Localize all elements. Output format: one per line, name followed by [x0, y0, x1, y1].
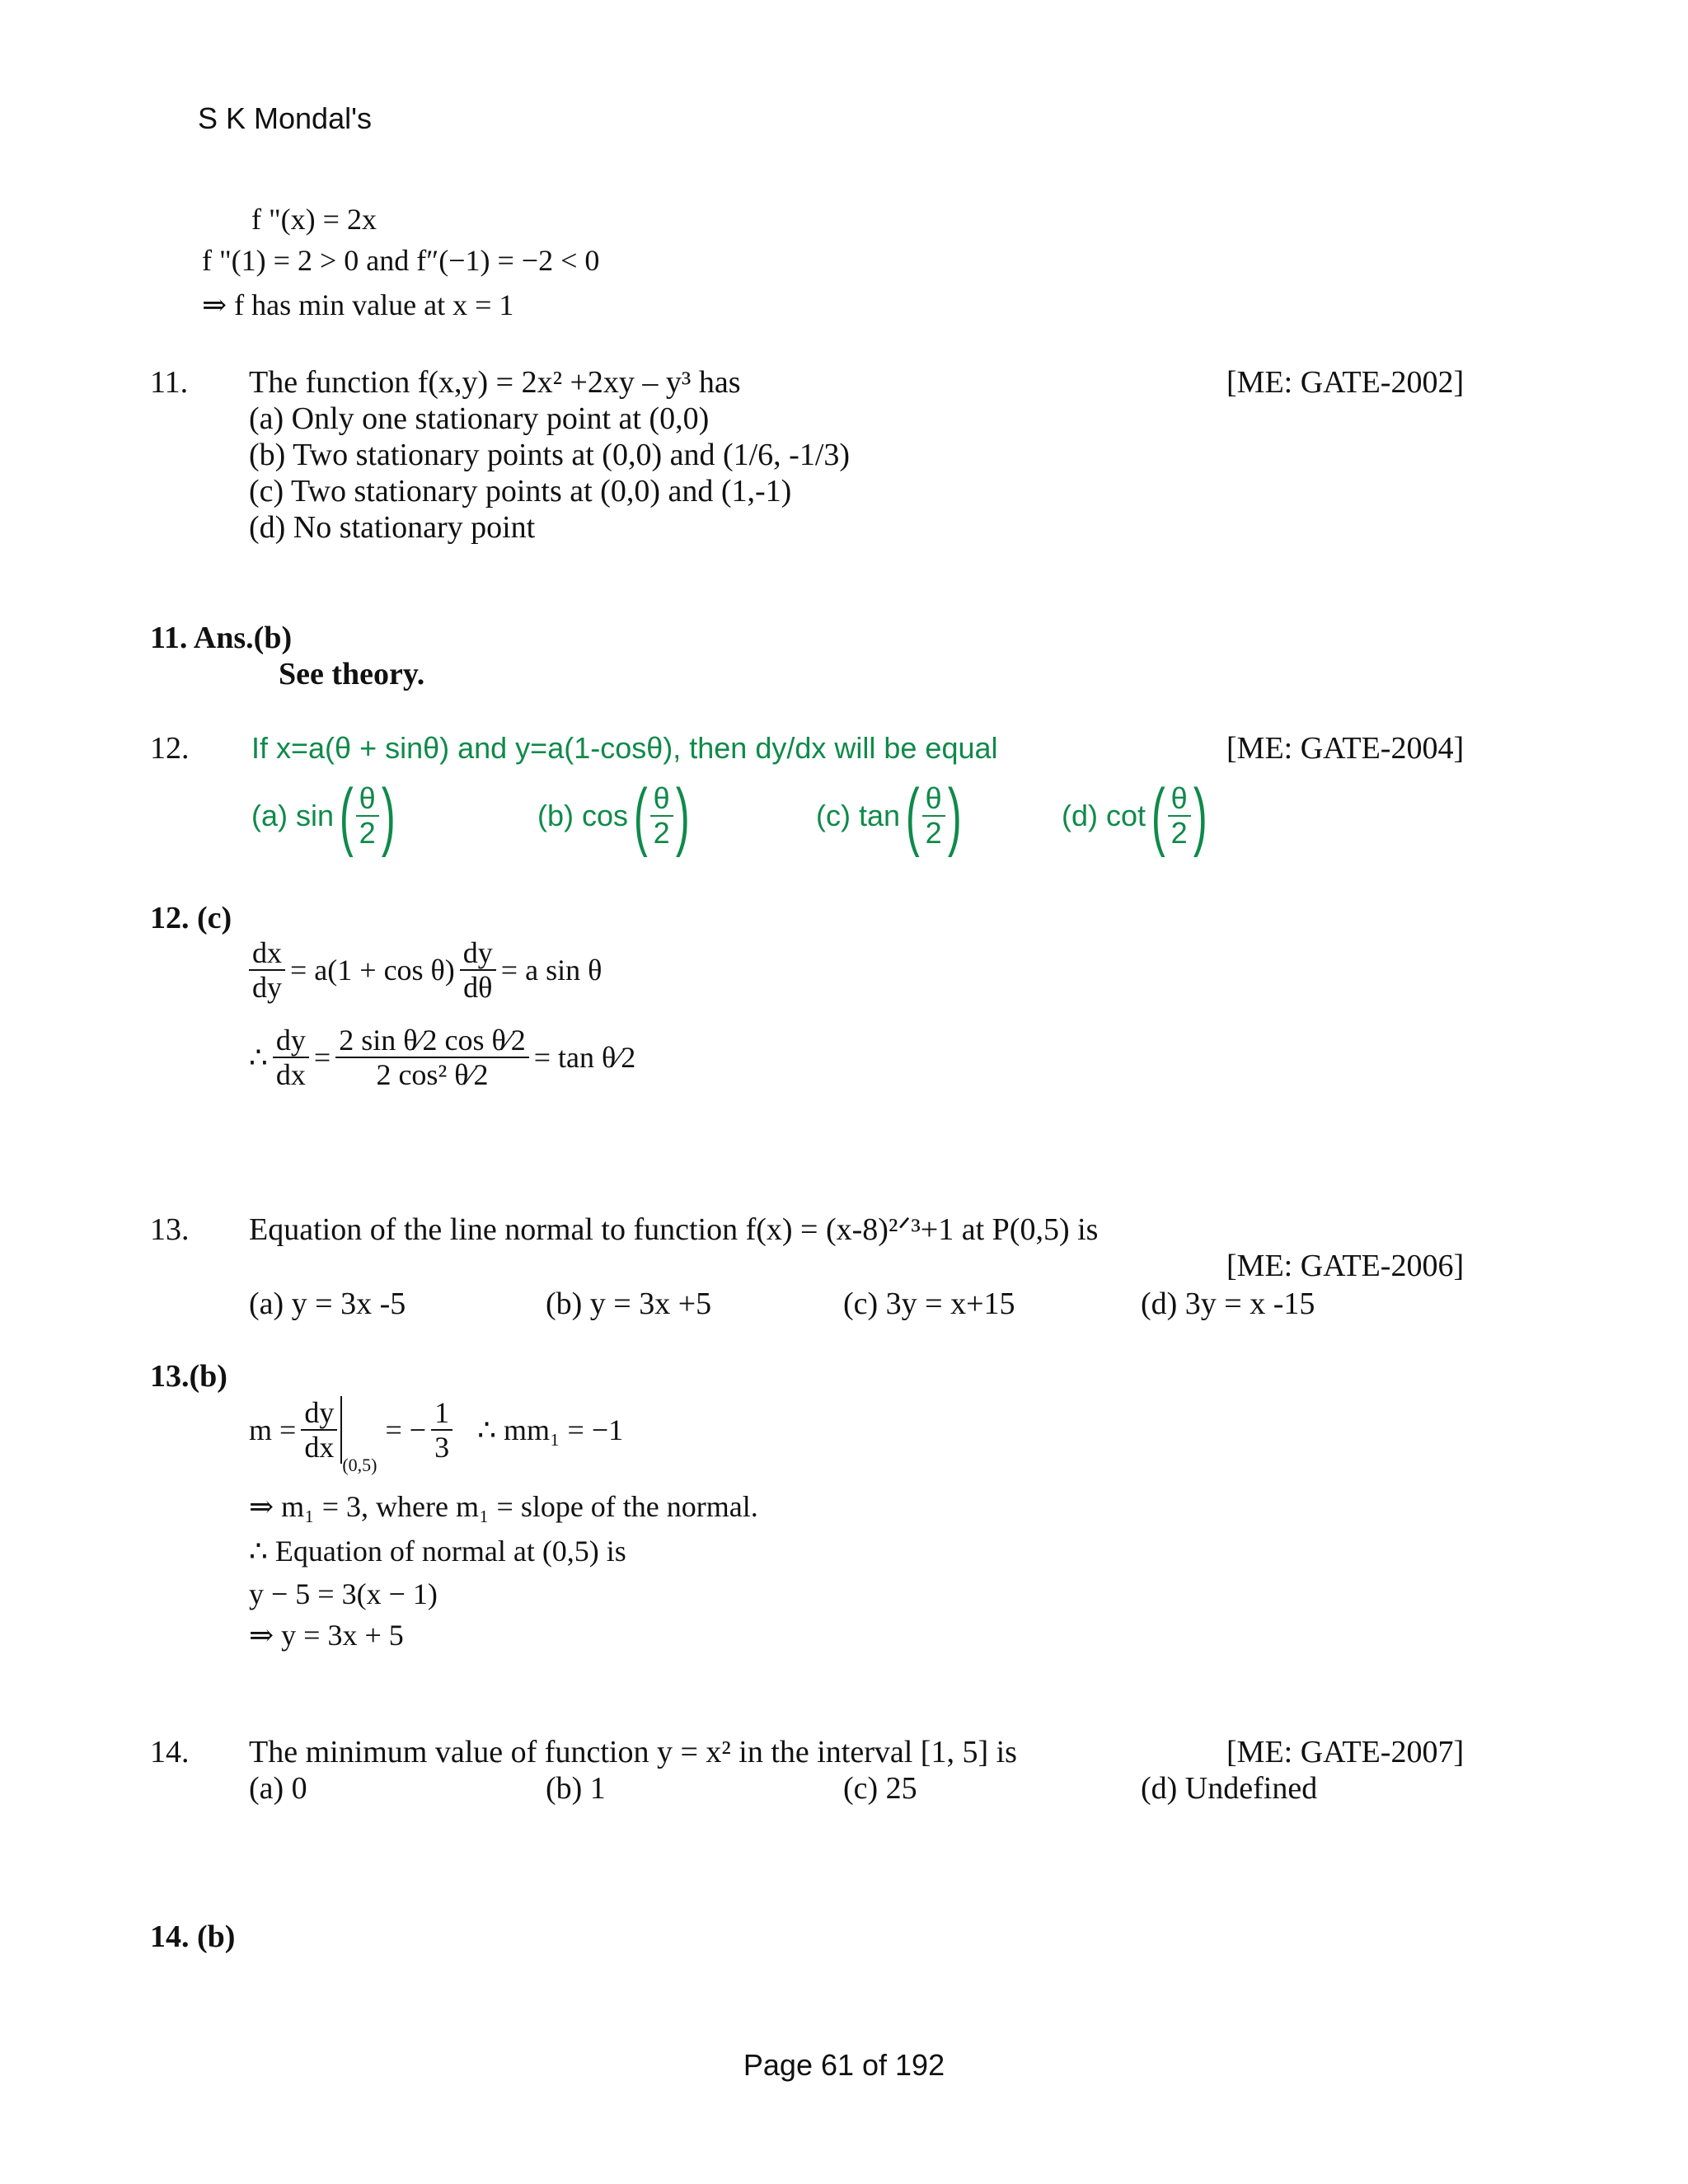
q11-explanation: See theory.	[279, 657, 425, 691]
q12-option-d: (d) cot ( $\frac{\theta}{2}$ )	[1062, 774, 1207, 858]
q13-option-c: (c) 3y = x+15	[843, 1286, 1015, 1321]
q13-sol-one: 1	[431, 1396, 452, 1431]
q12-option-c: (c) tan ( $\frac{\theta}{2}$ )	[816, 774, 962, 858]
q12-sol-dtheta: dθ	[463, 971, 493, 1004]
q13-sol-mm: ∴ mm₁ = −1	[477, 1413, 624, 1446]
q13-sol-three: 3	[434, 1431, 450, 1464]
q13-solution-line-4: y − 5 = 3(x − 1)	[249, 1577, 438, 1610]
q11-option-b: (b) Two stationary points at (0,0) and (1/6, -1/3)	[249, 438, 851, 472]
q14-option-b: (b) 1	[546, 1771, 606, 1806]
prev-solution-line-1: f "(x) = 2x	[251, 203, 377, 236]
q14-source: [ME: GATE-2007]	[1226, 1735, 1465, 1769]
q12-option-b-den: 2	[653, 816, 670, 850]
q12-sol-therefore: ∴	[249, 1041, 268, 1074]
q12-option-b-label: (b) cos	[537, 799, 629, 832]
q12-option-d-den: 2	[1170, 816, 1188, 850]
q12-sol-dy2: dy	[460, 936, 496, 971]
q12-sol-eq2-den: 2 cos² θ⁄2	[376, 1058, 489, 1091]
q13-sol-eq-neg: = −	[385, 1413, 427, 1446]
q12-sol-dy: dy	[252, 971, 282, 1004]
q12-sol-eq2-end: = tan θ⁄2	[533, 1041, 636, 1074]
q12-sol-eq1-end: = a sin θ	[500, 954, 603, 987]
q12-solution-line-1	[249, 936, 602, 1004]
q11-option-c: (c) Two stationary points at (0,0) and (1,-1)	[249, 474, 792, 509]
q12-question: If x=a(θ + sinθ) and y=a(1-cosθ), then dy/dx will be equal	[251, 731, 998, 765]
q13-option-a: (a) y = 3x -5	[249, 1286, 406, 1321]
prev-solution-line-3: ⇒ f has min value at x = 1	[202, 288, 514, 321]
q13-sol-dy: dy	[301, 1396, 337, 1431]
q13-sol-m: m =	[249, 1413, 297, 1446]
q11-source: [ME: GATE-2002]	[1226, 365, 1465, 400]
q12-number: 12.	[150, 731, 190, 766]
q13-question: Equation of the line normal to function f(x) = (x-8)²ᐟ³+1 at P(0,5) is	[249, 1212, 1099, 1247]
q12-option-c-den: 2	[925, 816, 942, 850]
q12-option-d-label: (d) cot	[1062, 799, 1146, 832]
q13-sol-at: (0,5)	[342, 1455, 377, 1475]
q12-option-a: (a) sin ( $\frac{\theta}{2}$ )	[251, 774, 396, 858]
q12-option-a-label: (a) sin	[251, 799, 335, 832]
q14-question: The minimum value of function y = x² in the interval [1, 5] is	[249, 1735, 1017, 1769]
q11-number: 11.	[150, 365, 189, 400]
page-header-author: S K Mondal's	[198, 101, 372, 135]
q12-solution-line-2	[249, 1024, 635, 1091]
q13-source: [ME: GATE-2006]	[1226, 1249, 1465, 1283]
q14-option-a: (a) 0	[249, 1771, 307, 1806]
q12-option-c-num: θ	[922, 782, 945, 817]
q12-option-c-label: (c) tan	[816, 799, 901, 832]
q13-solution-line-2: ⇒ m₁ = 3, where m₁ = slope of the normal.	[249, 1490, 758, 1523]
q12-option-d-num: θ	[1168, 782, 1191, 817]
q14-option-d: (d) Undefined	[1141, 1771, 1318, 1806]
q13-solution-line-3: ∴ Equation of normal at (0,5) is	[249, 1535, 626, 1568]
prev-solution-line-2: f "(1) = 2 > 0 and f″(−1) = −2 < 0	[202, 244, 600, 277]
q13-answer: 13.(b)	[150, 1359, 227, 1394]
q13-number: 13.	[150, 1212, 190, 1247]
q11-option-d: (d) No stationary point	[249, 510, 536, 545]
q14-option-c: (c) 25	[843, 1771, 917, 1806]
q14-answer: 14. (b)	[150, 1919, 236, 1954]
q12-sol-eq2-num: 2 sin θ⁄2 cos θ⁄2	[335, 1024, 529, 1058]
q12-option-b: (b) cos ( $\frac{\theta}{2}$ )	[537, 774, 690, 858]
q12-sol-eq: =	[313, 1041, 331, 1074]
q12-source: [ME: GATE-2004]	[1226, 731, 1465, 766]
q12-option-b-num: θ	[650, 782, 673, 817]
q12-sol-dx: dx	[249, 936, 285, 971]
q13-solution-line-1	[249, 1396, 624, 1475]
q11-option-a: (a) Only one stationary point at (0,0)	[249, 401, 710, 436]
q13-sol-dx: dx	[304, 1431, 335, 1464]
q11-question: The function f(x,y) = 2x² +2xy – y³ has	[249, 365, 741, 400]
q12-option-a-num: θ	[356, 782, 379, 817]
q13-option-d: (d) 3y = x -15	[1141, 1286, 1315, 1321]
q11-answer: 11. Ans.(b)	[150, 621, 293, 655]
q12-sol-eq1-mid: = a(1 + cos θ)	[290, 954, 455, 987]
q12-answer: 12. (c)	[150, 901, 232, 935]
q12-sol-dx2: dx	[275, 1058, 306, 1091]
q13-option-b: (b) y = 3x +5	[546, 1286, 712, 1321]
q13-solution-line-5: ⇒ y = 3x + 5	[249, 1619, 404, 1652]
q12-sol-dy3: dy	[273, 1024, 309, 1058]
q12-option-a-den: 2	[359, 816, 376, 850]
q14-number: 14.	[150, 1735, 190, 1769]
page-footer-number: Page 61 of 192	[743, 2048, 945, 2082]
